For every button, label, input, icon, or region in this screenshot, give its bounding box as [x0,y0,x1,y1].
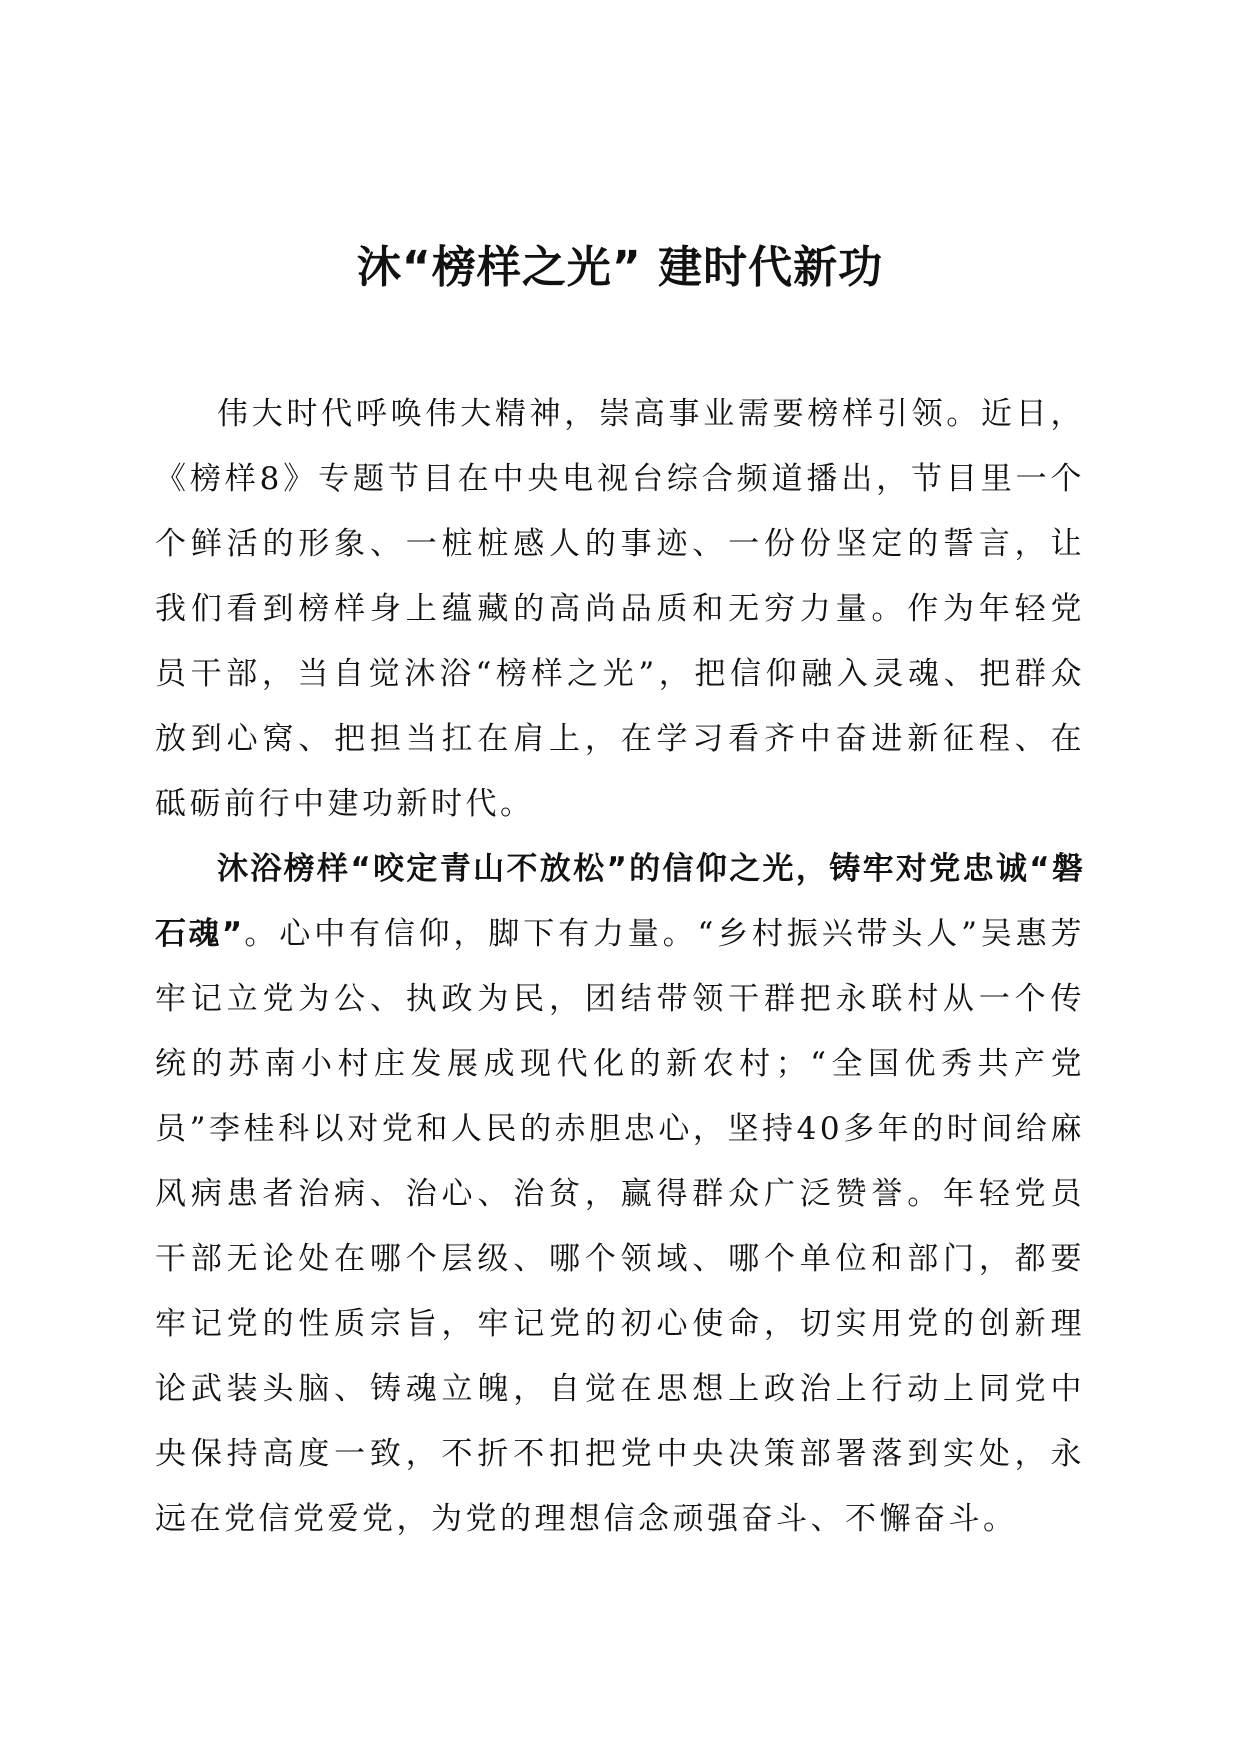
document-body [155,382,1085,1552]
paragraph-section-1 [155,837,1085,1552]
section-heading-lead: 沐浴榜样“咬定青山不放松”的信仰之光，铸牢对党忠诚“磐石魂” [155,851,1085,952]
paragraph-intro: 伟大时代呼唤伟大精神，崇高事业需要榜样引领。近日，《榜样8》专题节目在中央电视台综合频道播出，节目里一个个鲜活的形象、一桩桩感人的事迹、一份份坚定的誓言，让我们看到榜样身上蕴藏的高尚品质和无穷力量。作为年轻党员干部，当自觉沐浴“榜样之光”，把信仰融入灵魂、把群众放到心窝、把担当扛在肩上，在学习看齐中奋进新征程、在砥砺前行中建功新时代。 [155,396,1085,822]
section-body-text: 。心中有信仰，脚下有力量。“乡村振兴带头人”吴惠芳牢记立党为公、执政为民，团结带领干群把永联村从一个传统的苏南小村庄发展成现代化的新农村；“全国优秀共产党员”李桂科以对党和人民的赤胆忠心，坚持40多年的时间给麻风病患者治病、治心、治贫，赢得群众广泛赞誉。年轻党员干部无论处在哪个层级、哪个领域、哪个单位和部门，都要牢记党的性质宗旨，牢记党的初心使命，切实用党的创新理论武装头脑、铸魂立魄，自觉在思想上政治上行动上同党中央保持高度一致，不折不扣把党中央决策部署落到实处，永远在党信党爱党，为党的理想信念顽强奋斗、不懈奋斗。 [155,916,1085,1537]
page-title: 沐“榜样之光” 建时代新功 [356,242,884,293]
